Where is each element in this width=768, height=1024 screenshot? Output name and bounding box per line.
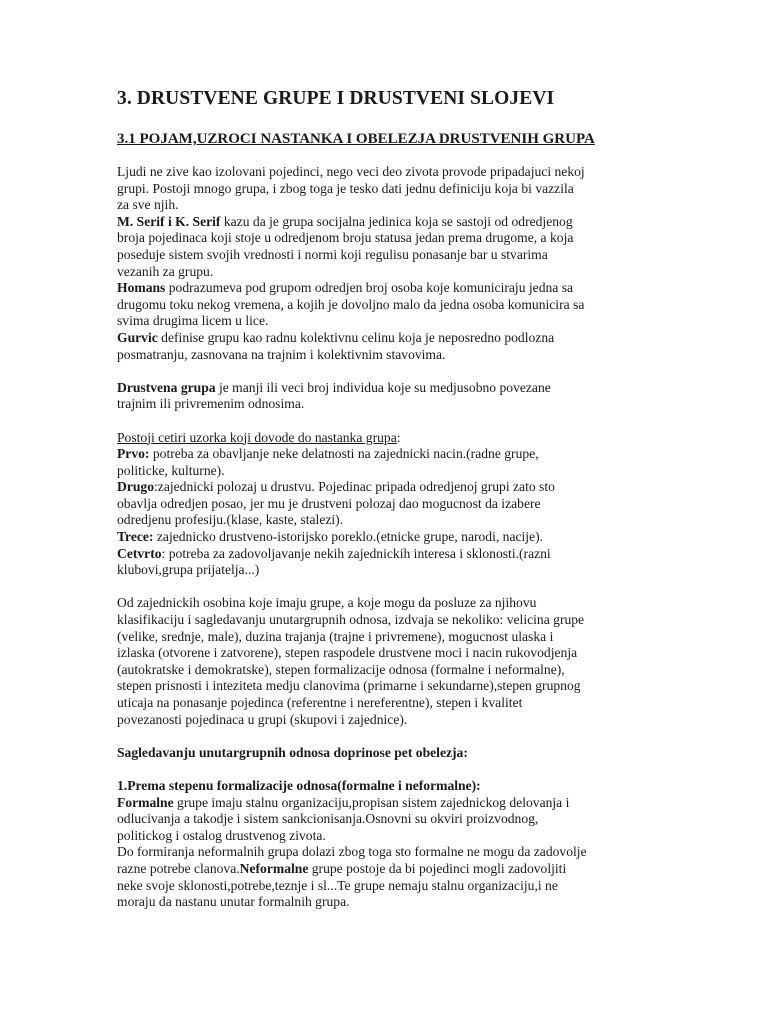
uzrok-cetvrto [117, 546, 662, 563]
document-body [117, 164, 662, 911]
definition-drustvena-grupa [117, 380, 662, 397]
paragraph-gap [117, 728, 662, 745]
paragraph-line: klasifikaciju i sagledavanju unutargrupnih odnosa, izdvaja se nekoliko: velicina grupe [117, 612, 585, 628]
paragraph-line: klubovi,grupa prijatelja...) [117, 562, 260, 578]
paragraph-line: odredjenu profesiju.(klase, kaste, stalezi). [117, 512, 344, 528]
paragraph-line: trajnim ili privremenim odnosima. [117, 396, 305, 412]
colon: : [396, 429, 401, 445]
paragraph-line: grupi. Postoji mnogo grupa, i zbog toga je tesko dati jednu definiciju koja bi vazzila [117, 180, 574, 196]
paragraph-line: za sve njih. [117, 197, 179, 213]
paragraph-line: broja pojedinaca koji stoje u odredjenom broju statusa jedan prema drugome, a koja [117, 230, 574, 246]
author-name: Gurvic [117, 329, 158, 345]
paragraph-gap [117, 761, 662, 778]
paragraph-line: poseduje sistem svojih vrednosti i normi koji regulisu ponasanje bar u stvarima [117, 246, 548, 262]
paragraph-line: uticaja na ponasanje pojedinca (referentne i nereferentne), stepen i kvalitet [117, 695, 523, 710]
paragraph-gap [117, 579, 662, 596]
paragraph-text: kazu da je grupa socijalna jedinica koja se sastoji od odredjenog [220, 213, 573, 229]
term-name: Trece: [117, 529, 154, 545]
paragraph-line: moraju da nastanu unutar formalnih grupa. [117, 894, 350, 910]
paragraph-line: povezanosti pojedinaca u grupi (skupovi i zajednice). [117, 711, 408, 727]
term-name: Drustvena grupa [117, 379, 216, 395]
paragraph-line: politicke, kulturne). [117, 462, 225, 478]
definition-homans [117, 280, 662, 297]
underlined-text: Postoji cetiri uzorka koji dovode do nastanka grupa [117, 429, 397, 445]
paragraph-line: neke svoje sklonosti,potrebe,teznje i sl...Te grupe nemaju stalnu organizaciju,i ne [117, 877, 558, 893]
term-name: Prvo: [117, 446, 150, 462]
paragraph-text: razne potrebe clanova. [117, 860, 240, 876]
term-name: Neformalne [239, 860, 309, 876]
term-name: Drugo [117, 479, 155, 495]
paragraph-line: vezanih za grupu. [117, 263, 214, 279]
paragraph-line: Od zajednickih osobina koje imaju grupe, a koje mogu da posluze za njihovu [117, 595, 537, 611]
section-subtitle: 3.1 POJAM,UZROCI NASTANKA I OBELEZJA DRUSTVENIH GRUPA [117, 131, 595, 147]
paragraph-text: : potreba za zadovoljavanje nekih zajednickih interesa i sklonosti.(razni [161, 545, 551, 561]
term-name: Cetvrto [117, 545, 162, 561]
section-heading [117, 745, 662, 762]
paragraph-line: Ljudi ne zive kao izolovani pojedinci, nego veci deo zivota provode pripadajuci nekoj [117, 164, 585, 179]
paragraph-line: drugomu toku nekog vremena, a kojih je dovoljno malo da jedna osoba komunicira sa [117, 296, 585, 312]
subsection-heading [117, 778, 662, 795]
paragraph-line: (autokratske i demokratske), stepen formalizacije odnosa (formalne i neformalne), [117, 661, 565, 677]
paragraph-text: grupe postoje da bi pojedinci mogli zadovoljiti [308, 860, 567, 876]
paragraph-text: podrazumeva pod grupom odredjen broj osoba koje komuniciraju jedna sa [165, 280, 574, 296]
paragraph-line: odlucivanja a takodje i sistem sankcionisanja.Osnovni su okviri proizvodnog, [117, 811, 539, 827]
uzrok-trece [117, 529, 662, 546]
heading-text: Sagledavanju unutargrupnih odnosa doprinose pet obelezja: [117, 744, 468, 760]
paragraph-text: potreba za obavljanje neke delatnosti na zajednicki nacin.(radne grupe, [149, 446, 539, 462]
paragraph-line: stepen prisnosti i inteziteta medju clanovima (primarne i sekundarne),stepen grupnog [117, 678, 581, 694]
formalne-line [117, 795, 662, 812]
paragraph-line: politickog i ostalog drustvenog zivota. [117, 827, 326, 843]
paragraph-line: izlaska (otvorene i zatvorene), stepen raspodele drustvene moci i nacin rukovodjenja [117, 645, 578, 661]
paragraph-line: (velike, srednje, male), duzina trajanja (trajne i privremene), mogucnost ulaska i [117, 628, 554, 644]
uzrok-prvo [117, 446, 662, 463]
paragraph-text: je manji ili veci broj individua koje su medjusobno povezane [215, 379, 551, 395]
uzroci-intro [117, 430, 662, 447]
paragraph-line: svima drugima licem u lice. [117, 313, 269, 329]
uzrok-drugo [117, 479, 662, 496]
neformalne-line [117, 861, 662, 878]
paragraph-text: definise grupu kao radnu kolektivnu celinu koja je neposredno podlozna [157, 329, 555, 345]
paragraph-text: grupe imaju stalnu organizaciju,propisan sistem zajednickog delovanja i [173, 794, 570, 810]
definition-gurvic [117, 330, 662, 347]
author-name: Homans [117, 280, 166, 296]
paragraph-line: Do formiranja neformalnih grupa dolazi zbog toga sto formalne ne mogu da zadovolje [117, 844, 587, 860]
definition-serif [117, 214, 662, 231]
paragraph-text: zajednicko drustveno-istorijsko poreklo.(etnicke grupe, narodi, nacije). [153, 529, 544, 545]
paragraph-text: :zajednicki polozaj u drustvu. Pojedinac pripada odredjenoj grupi zato sto [154, 479, 555, 495]
page-title: 3. DRUSTVENE GRUPE I DRUSTVENI SLOJEVI [117, 88, 555, 109]
term-name: Formalne [117, 794, 174, 810]
paragraph-gap [117, 413, 662, 430]
paragraph-line: posmatranju, zasnovana na trajnim i kolektivnim stavovima. [117, 346, 446, 362]
author-name: M. Serif i K. Serif [117, 213, 221, 229]
heading-text: 1.Prema stepenu formalizacije odnosa(formalne i neformalne): [117, 777, 481, 793]
paragraph-line: obavlja odredjen posao, jer mu je drustveni polozaj dao mogucnost da izabere [117, 495, 541, 511]
paragraph-gap [117, 363, 662, 380]
